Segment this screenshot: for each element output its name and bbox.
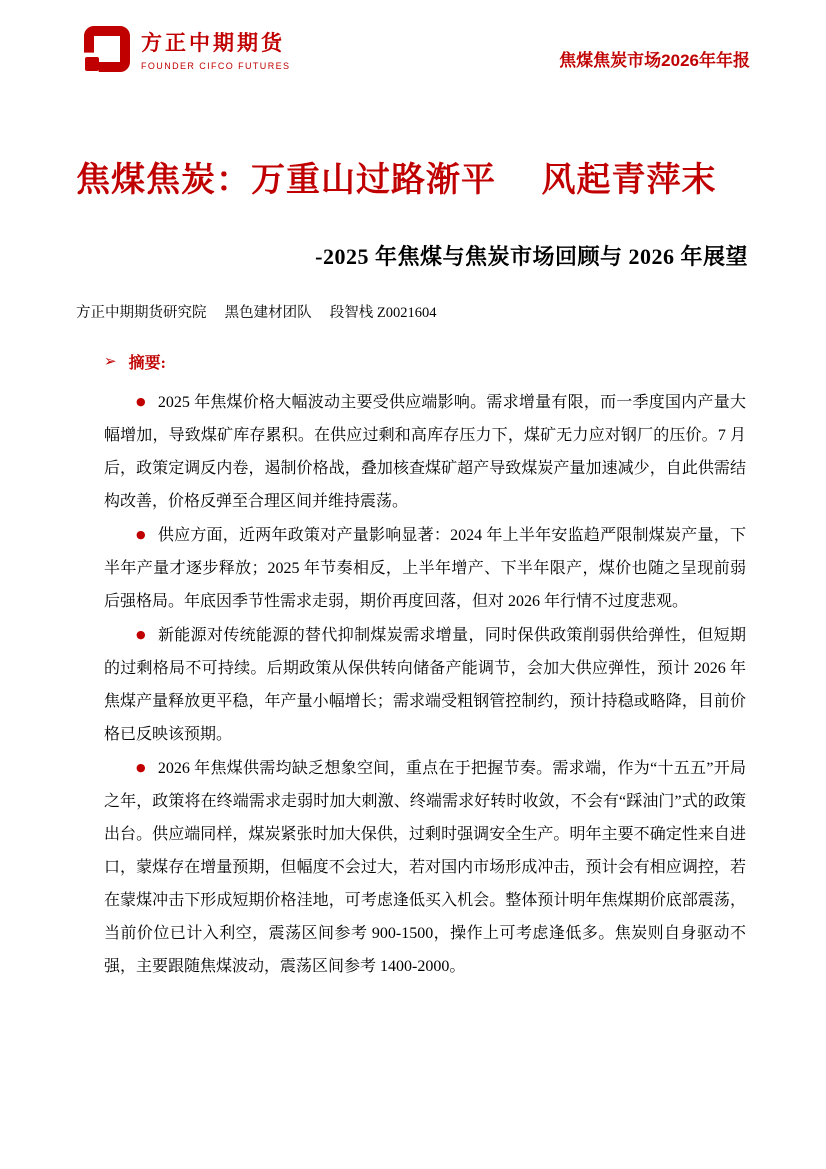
abstract-bullet-text: 新能源对传统能源的替代抑制煤炭需求增量，同时保供政策削弱供给弹性，但短期的过剩格局不可持续。后期政策从保供转向储备产能调节，会加大供应弹性，预计 2026 年焦煤产量释放更平稳，年产量小幅增长；需求端受粗钢管控制约，预计持稳或略降，目前价格已反映该预期。: [104, 627, 746, 743]
abstract-section: [0, 350, 826, 983]
arrow-bullet-icon: ➢: [104, 352, 117, 370]
report-title: 焦煤焦炭：万重山过路渐平 风起青萍末: [76, 161, 717, 199]
brand: [84, 26, 290, 72]
abstract-bullet: [104, 385, 746, 518]
abstract-bullet-text: 2026 年焦煤供需均缺乏想象空间，重点在于把握节奏。需求端，作为“十五五”开局之年，政策将在终端需求走弱时加大刺激、终端需求好转时收敛，不会有“踩油门”式的政策出台。供应端同样，煤炭紧张时加大保供，过剩时强调安全生产。明年主要不确定性来自进口，蒙煤存在增量预期，但幅度不会过大，若对国内市场形成冲击，预计会有相应调控，若在蒙煤冲击下形成短期价格洼地，可考虑逢低买入机会。整体预计明年焦煤期价底部震荡，当前价位已计入利空，震荡区间参考 900-1500，操作上可考虑逢低多。焦炭则自身驱动不强，主要跟随焦煤波动，震荡区间参考 1400-2000。: [104, 760, 746, 975]
abstract-bullet-text: 供应方面，近两年政策对产量影响显著：2024 年上半年安监趋严限制煤炭产量，下半年产量才逐步释放；2025 年节奏相反，上半年增产、下半年限产，煤价也随之呈现前弱后强格局。年底因季节性需求走弱，期价再度回落，但对 2026 年行情不过度悲观。: [104, 527, 746, 610]
dot-bullet-icon: ●: [136, 761, 146, 774]
abstract-bullet: [104, 751, 746, 983]
report-byline: 方正中期期货研究院 黑色建材团队 段智栈 Z0021604: [76, 305, 437, 321]
abstract-bullet-text: 2025 年焦煤价格大幅波动主要受供应端影响。需求增量有限，而一季度国内产量大幅增加，导致煤矿库存累积。在供应过剩和高库存压力下，煤矿无力应对钢厂的压价。7 月后，政策定调反内卷，遏制价格战，叠加核查煤矿超产导致煤炭产量加速减少，自此供需结构改善，价格反弹至合理区间并维持震荡。: [104, 394, 746, 510]
report-subtitle: -2025 年焦煤与焦炭市场回顾与 2026 年展望: [315, 244, 748, 269]
founder-logo-chip: [85, 57, 99, 71]
dot-bullet-icon: ●: [136, 528, 146, 541]
brand-text: [141, 27, 290, 71]
report-body: [0, 158, 826, 983]
abstract-bullet-list: [0, 373, 826, 983]
abstract-heading: [0, 350, 826, 373]
abstract-bullet: [104, 618, 746, 751]
dot-bullet-icon: ●: [136, 628, 146, 641]
dot-bullet-icon: ●: [136, 395, 146, 408]
founder-logo-icon: [84, 26, 130, 72]
abstract-heading-label: 摘要:: [128, 355, 166, 372]
page-header: [0, 0, 826, 72]
abstract-bullet: [104, 518, 746, 618]
report-series-tag: 焦煤焦炭市场2026年年报: [559, 51, 750, 70]
brand-name-en: FOUNDER CIFCO FUTURES: [141, 61, 291, 71]
brand-name-cn: 方正中期期货: [141, 32, 285, 55]
